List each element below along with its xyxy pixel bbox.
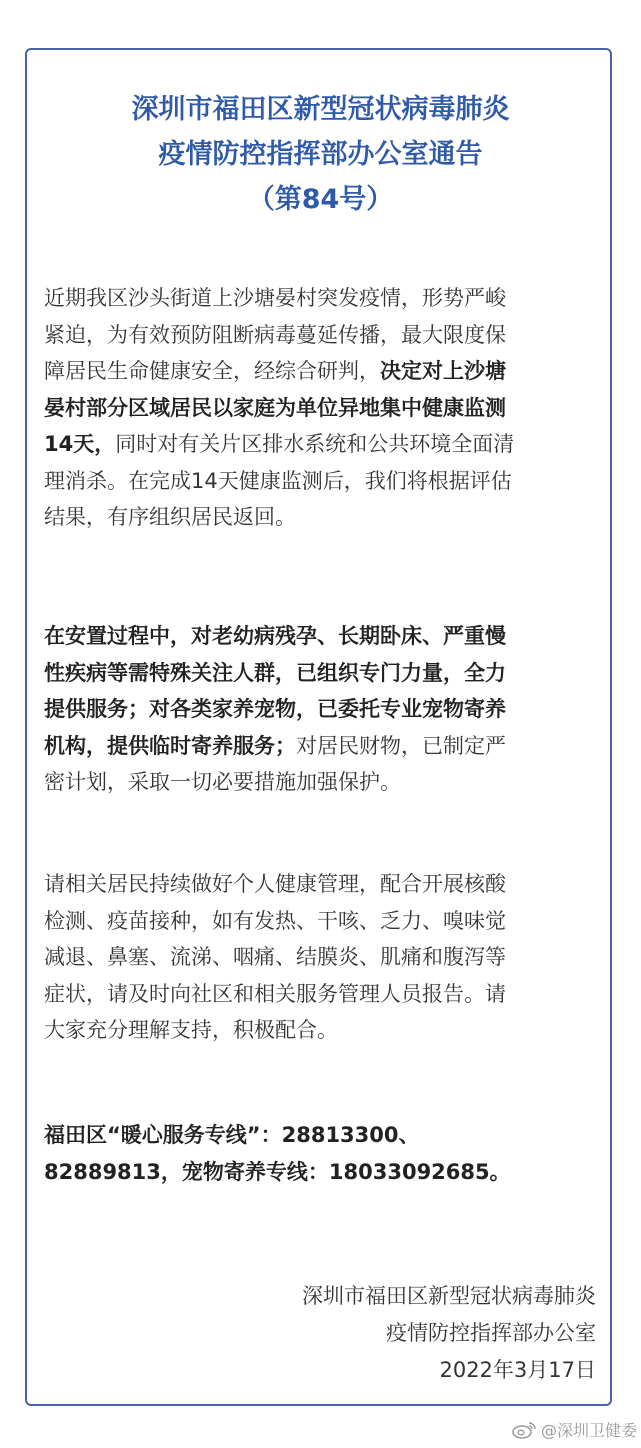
notice-title-line-2: 疫情防控指挥部办公室通告 [158, 139, 483, 170]
weibo-icon [511, 1420, 537, 1440]
notice-title-line-1: 深圳市福田区新型冠状病毒肺炎 [131, 94, 510, 125]
text-segment: 同时对有关片区排水系统和公共环境全面清 [115, 432, 515, 456]
text-line: 近期我区沙头街道上沙塘晏村突发疫情，形势严峻 [44, 286, 506, 310]
text-line: 症状，请及时向社区和相关服务管理人员报告。请 [44, 981, 506, 1006]
text-line: 请相关居民持续做好个人健康管理，配合开展核酸 [44, 872, 506, 896]
paragraph-resettlement [44, 618, 604, 801]
text-line: 紧迫，为有效预防阻断病毒蔓延传播，最大限度保 [44, 322, 506, 347]
text-line: 大家充分理解支持，积极配合。 [44, 1018, 338, 1042]
weibo-watermark [511, 1418, 637, 1441]
text-line: 结果，有序组织居民返回。 [44, 505, 296, 529]
watermark-text: @深圳卫健委 [540, 1421, 637, 1440]
text-line [44, 728, 604, 765]
bold-text-line: 提供服务；对各类家养宠物，已委托专业宠物寄养 [44, 697, 506, 721]
hotline-line-2: 82889813，宠物寄养专线：18033092685。 [44, 1159, 511, 1184]
bold-text-segment: 决定对上沙塘 [380, 359, 506, 383]
paragraph-hotlines [44, 1117, 604, 1190]
text-segment: 对居民财物，已制定严 [296, 733, 506, 758]
signature-org-line-1: 深圳市福田区新型冠状病毒肺炎 [302, 1284, 596, 1308]
text-line [44, 353, 604, 390]
bold-text-line: 晏村部分区域居民以家庭为单位异地集中健康监测 [44, 395, 506, 420]
text-segment: 障居民生命健康安全，经综合研判， [44, 359, 380, 383]
bold-text-line: 在安置过程中，对老幼病残孕、长期卧床、严重慢 [44, 624, 506, 648]
paragraph-health-advice [44, 866, 604, 1049]
text-line: 密计划，采取一切必要措施加强保护。 [44, 770, 401, 794]
signature-org-line-2: 疫情防控指挥部办公室 [386, 1321, 596, 1345]
text-line: 检测、疫苗接种，如有发热、干咳、乏力、嗅味觉 [44, 908, 506, 933]
bold-text-line: 性疾病等需特殊关注人群，已组织专门力量，全力 [44, 660, 506, 685]
signature-date: 2022年3月17日 [439, 1358, 596, 1382]
text-line: 减退、鼻塞、流涕、咽痛、结膜炎、肌痛和腹泻等 [44, 945, 506, 969]
bold-text-segment: 机构，提供临时寄养服务； [44, 733, 296, 758]
paragraph-situation [44, 280, 604, 536]
notice-number: （第84号） [247, 184, 394, 215]
hotline-line-1: 福田区“暖心服务专线”：28813300、 [44, 1123, 420, 1147]
text-line [44, 426, 604, 463]
bold-text-segment: 14天， [44, 432, 116, 456]
text-line: 理消杀。在完成14天健康监测后，我们将根据评估 [44, 468, 512, 493]
